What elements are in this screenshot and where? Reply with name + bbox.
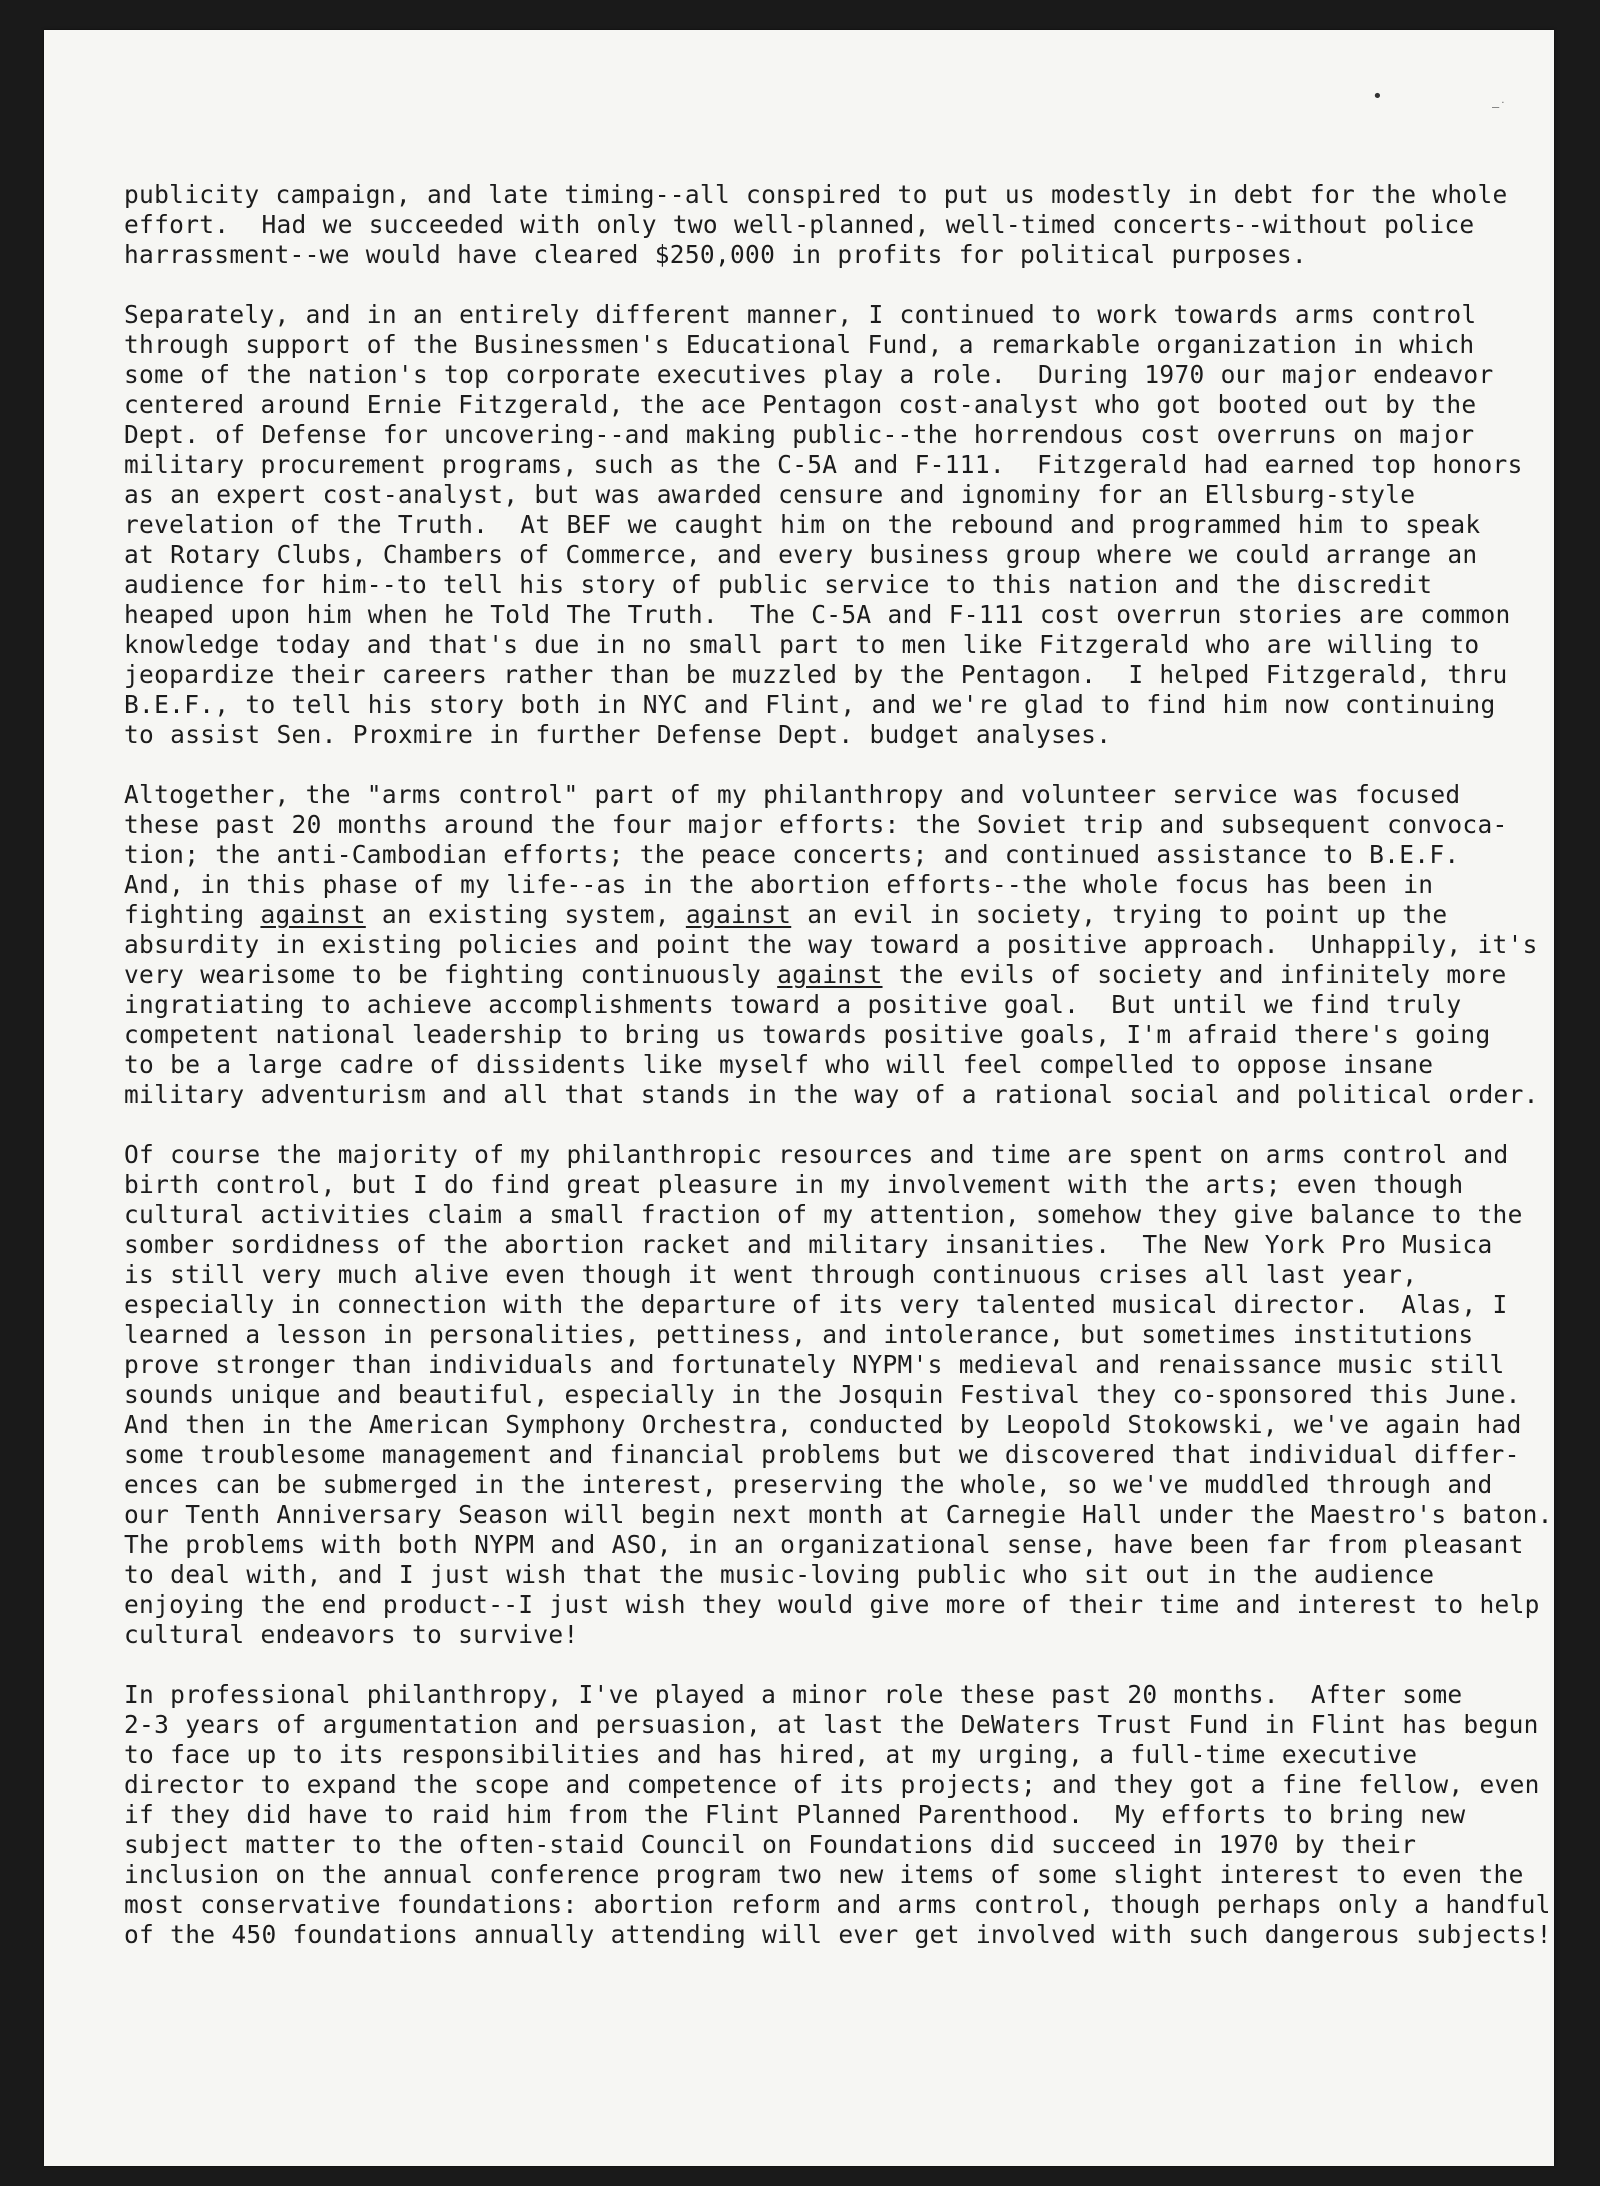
text-line: Dept. of Defense for uncovering--and making public--the horrendous cost overruns on major xyxy=(124,420,1475,449)
underlined-word: against xyxy=(260,900,366,929)
text-line: sounds unique and beautiful, especially in the Josquin Festival they co-sponsored this June. xyxy=(124,1380,1521,1409)
text-line: inclusion on the annual conference program two new items of some slight interest to even the xyxy=(124,1860,1524,1889)
pencil-mark: –˙ xyxy=(1492,100,1507,114)
text-line: birth control, but I do find great pleasure in my involvement with the arts; even though xyxy=(124,1170,1464,1199)
text-line: absurdity in existing policies and point the way toward a positive approach. Unhappily, it's xyxy=(124,930,1538,959)
text-line: some troublesome management and financial problems but we discovered that individual differ- xyxy=(124,1440,1520,1469)
text-line: as an expert cost-analyst, but was awarded censure and ignominy for an Ellsburg-style xyxy=(124,480,1416,509)
text-line: of the 450 foundations annually attending will ever get involved with such dangerous subjects! xyxy=(124,1920,1552,1949)
text-line: military procurement programs, such as the C-5A and F-111. Fitzgerald had earned top honors xyxy=(124,450,1523,479)
text-line: heaped upon him when he Told The Truth. The C-5A and F-111 cost overrun stories are common xyxy=(124,600,1511,629)
text-line: military adventurism and all that stands in the way of a rational social and political order. xyxy=(124,1080,1539,1109)
text-line: to face up to its responsibilities and has hired, at my urging, a full-time executive xyxy=(124,1740,1418,1769)
paragraph xyxy=(124,1680,1552,1950)
text-line: prove stronger than individuals and fortunately NYPM's medieval and renaissance music still xyxy=(124,1350,1505,1379)
text-line: if they did have to raid him from the Flint Planned Parenthood. My efforts to bring new xyxy=(124,1800,1466,1829)
text-line xyxy=(124,900,1544,930)
text-line: And then in the American Symphony Orchestra, conducted by Leopold Stokowski, we've again had xyxy=(124,1410,1522,1439)
text-segment: an evil in society, trying to point up the xyxy=(791,900,1448,929)
text-line: is still very much alive even though it went through continuous crises all last year, xyxy=(124,1260,1418,1289)
text-segment: an existing system, xyxy=(365,900,686,929)
text-line: centered around Ernie Fitzgerald, the ace Pentagon cost-analyst who got booted out by the xyxy=(124,390,1477,419)
text-segment: very wearisome to be fighting continuously xyxy=(124,960,778,989)
typewritten-page xyxy=(44,30,1554,2166)
text-line: our Tenth Anniversary Season will begin next month at Carnegie Hall under the Maestro's baton. xyxy=(124,1500,1553,1529)
text-segment: the evils of society and infinitely more xyxy=(882,960,1507,989)
text-line: effort. Had we succeeded with only two well-planned, well-timed concerts--without police xyxy=(124,210,1475,239)
text-line: through support of the Businessmen's Educational Fund, a remarkable organization in which xyxy=(124,330,1475,359)
text-line: ences can be submerged in the interest, preserving the whole, so we've muddled through and xyxy=(124,1470,1493,1499)
text-line: to assist Sen. Proxmire in further Defense Dept. budget analyses. xyxy=(124,720,1112,749)
text-line: especially in connection with the departure of its very talented musical director. Alas, I xyxy=(124,1290,1508,1319)
text-line: director to expand the scope and competence of its projects; and they got a fine fellow, even xyxy=(124,1770,1540,1799)
underlined-word: against xyxy=(777,960,883,989)
paragraph xyxy=(124,1140,1553,1650)
text-line: subject matter to the often-staid Council on Foundations did succeed in 1970 by their xyxy=(124,1830,1417,1859)
text-line: to be a large cadre of dissidents like myself who will feel compelled to oppose insane xyxy=(124,1050,1434,1079)
text-line: publicity campaign, and late timing--all conspired to put us modestly in debt for the whole xyxy=(124,180,1508,209)
text-line: to deal with, and I just wish that the music-loving public who sit out in the audience xyxy=(124,1560,1435,1589)
text-line: revelation of the Truth. At BEF we caught him on the rebound and programmed him to speak xyxy=(124,510,1481,539)
text-line: some of the nation's top corporate executives play a role. During 1970 our major endeavor xyxy=(124,360,1494,389)
text-line: ingratiating to achieve accomplishments toward a positive goal. But until we find truly xyxy=(124,990,1462,1019)
text-line: cultural endeavors to survive! xyxy=(124,1620,579,1649)
text-line: at Rotary Clubs, Chambers of Commerce, and every business group where we could arrange an xyxy=(124,540,1478,569)
text-line: tion; the anti-Cambodian efforts; the peace concerts; and continued assistance to B.E.F. xyxy=(124,840,1460,869)
text-line: these past 20 months around the four major efforts: the Soviet trip and subsequent convoca- xyxy=(124,810,1508,839)
text-line: enjoying the end product--I just wish they would give more of their time and interest to help xyxy=(124,1590,1540,1619)
text-line: learned a lesson in personalities, pettiness, and intolerance, but sometimes institutions xyxy=(124,1320,1474,1349)
ink-dot: • xyxy=(1372,86,1383,107)
text-line: And, in this phase of my life--as in the abortion efforts--the whole focus has been in xyxy=(124,870,1434,899)
text-line: jeopardize their careers rather than be muzzled by the Pentagon. I helped Fitzgerald, thru xyxy=(124,660,1508,689)
text-line: Altogether, the "arms control" part of my philanthropy and volunteer service was focused xyxy=(124,780,1461,809)
text-line: Separately, and in an entirely different manner, I continued to work towards arms control xyxy=(124,300,1477,329)
text-line: somber sordidness of the abortion racket and military insanities. The New York Pro Musica xyxy=(124,1230,1493,1259)
text-line: cultural activities claim a small fraction of my attention, somehow they give balance to the xyxy=(124,1200,1523,1229)
page-body xyxy=(124,180,1553,1980)
text-line: 2-3 years of argumentation and persuasion, at last the DeWaters Trust Fund in Flint has begun xyxy=(124,1710,1539,1739)
text-line: B.E.F., to tell his story both in NYC and Flint, and we're glad to find him now continuing xyxy=(124,690,1496,719)
paragraph xyxy=(124,300,1544,750)
paragraph xyxy=(124,180,1544,270)
text-line: audience for him--to tell his story of public service to this nation and the discredit xyxy=(124,570,1433,599)
text-line: knowledge today and that's due in no small part to men like Fitzgerald who are willing to xyxy=(124,630,1480,659)
paragraph xyxy=(124,780,1544,1110)
text-line: harrassment--we would have cleared $250,000 in profits for political purposes. xyxy=(124,240,1307,269)
text-line: In professional philanthropy, I've played a minor role these past 20 months. After some xyxy=(124,1680,1463,1709)
underlined-word: against xyxy=(685,900,792,929)
text-segment: fighting xyxy=(124,900,261,929)
text-line: competent national leadership to bring us towards positive goals, I'm afraid there's going xyxy=(124,1020,1491,1049)
text-line xyxy=(124,960,1544,990)
text-line: The problems with both NYPM and ASO, in an organizational sense, have been far from pleasant xyxy=(124,1530,1524,1559)
text-line: most conservative foundations: abortion reform and arms control, though perhaps only a handful xyxy=(124,1890,1551,1919)
text-line: Of course the majority of my philanthropic resources and time are spent on arms control and xyxy=(124,1140,1509,1169)
